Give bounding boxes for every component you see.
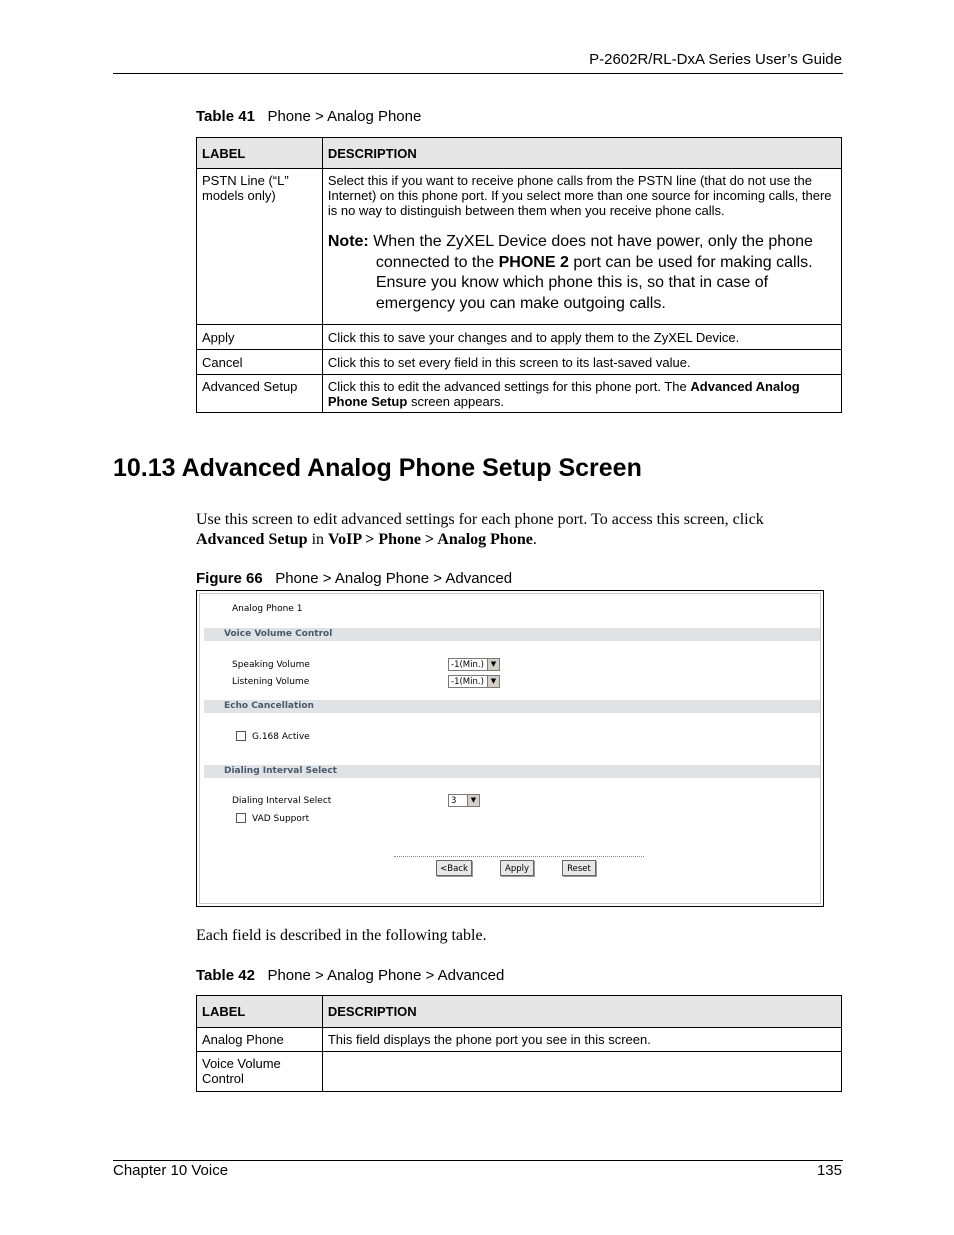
table-row — [197, 1052, 842, 1092]
table42-col-description: DESCRIPTION — [322, 996, 841, 1028]
row-label: Apply — [197, 325, 323, 350]
note-text-post: port can be used for making calls. Ensure you know which phone this is, so that in case of emergency you can make outgoing calls. — [375, 253, 813, 312]
dialing-interval-label: Dialing Interval Select — [232, 796, 332, 806]
dialing-interval-value: 3 — [451, 796, 457, 806]
speaking-volume-value: -1(Min.) — [451, 660, 484, 670]
table41-caption-text: Phone > Analog Phone — [267, 108, 422, 125]
table41-header-row — [197, 138, 842, 169]
intro-text: Use this screen to edit advanced settings for each phone port. To access this screen, click — [196, 511, 764, 528]
back-button[interactable]: <Back — [436, 860, 472, 876]
figure66-caption — [196, 570, 512, 587]
chevron-down-icon[interactable]: ▼ — [487, 676, 499, 687]
table-row — [197, 169, 842, 325]
apply-button[interactable]: Apply — [500, 860, 534, 876]
table42 — [196, 995, 842, 1092]
listening-volume-label: Listening Volume — [232, 677, 310, 687]
row-label: Analog Phone — [197, 1028, 323, 1052]
intro-in: in — [311, 531, 325, 548]
dialing-interval-band — [204, 765, 820, 778]
table41-caption — [196, 108, 421, 125]
figure66-screenshot — [196, 590, 824, 907]
note-text-bold: PHONE 2 — [498, 253, 569, 271]
port-title: Analog Phone 1 — [232, 604, 303, 614]
row-description: This field displays the phone port you see in this screen. — [322, 1028, 841, 1052]
section-title: 10.13 Advanced Analog Phone Setup Screen — [113, 454, 642, 482]
footer-page-number: 135 — [816, 1162, 842, 1179]
intro-bold-path: VoIP > Phone > Analog Phone — [328, 531, 533, 548]
desc-pre: Click this to edit the advanced settings for this phone port. The — [327, 379, 687, 394]
chevron-down-icon[interactable]: ▼ — [467, 795, 479, 806]
speaking-volume-select[interactable] — [448, 658, 500, 671]
chevron-down-icon[interactable]: ▼ — [487, 659, 499, 670]
dialing-interval-band-label: Dialing Interval Select — [224, 766, 337, 776]
table-row — [197, 1028, 842, 1052]
listening-volume-value: -1(Min.) — [451, 677, 484, 687]
table-row — [197, 375, 842, 413]
row-label: Advanced Setup — [197, 375, 323, 413]
table41-col-description: DESCRIPTION — [322, 138, 841, 169]
intro-bold-advanced-setup: Advanced Setup — [196, 531, 308, 548]
table42-col-label: LABEL — [197, 996, 323, 1028]
speaking-volume-label: Speaking Volume — [232, 660, 310, 670]
intro-paragraph — [196, 510, 836, 550]
row-description — [322, 169, 841, 325]
row-label: Voice Volume Control — [197, 1052, 323, 1092]
note-label: Note: — [327, 233, 369, 250]
g168-checkbox[interactable] — [236, 731, 246, 741]
table-row — [197, 350, 842, 375]
voice-volume-band — [204, 628, 820, 641]
figure66-caption-number: Figure 66 — [196, 570, 263, 587]
after-figure-text: Each field is described in the following table. — [196, 927, 487, 944]
table42-caption — [196, 967, 504, 984]
echo-cancellation-band-label: Echo Cancellation — [224, 701, 314, 711]
row-label: PSTN Line (“L” models only) — [197, 169, 323, 325]
row-description: Click this to save your changes and to apply them to the ZyXEL Device. — [322, 325, 841, 350]
voice-volume-band-label: Voice Volume Control — [224, 629, 333, 639]
row-description — [322, 1052, 841, 1092]
desc-post: screen appears. — [410, 394, 505, 409]
vad-label: VAD Support — [252, 814, 310, 824]
table-row — [197, 325, 842, 350]
row-description: Click this to set every field in this screen to its last-saved value. — [322, 350, 841, 375]
table41-col-label: LABEL — [197, 138, 323, 169]
table41-caption-number: Table 41 — [196, 108, 255, 125]
footer-chapter: Chapter 10 Voice — [113, 1162, 229, 1179]
footer-rule — [113, 1160, 843, 1161]
row-label: Cancel — [197, 350, 323, 375]
guide-title: P-2602R/RL-DxA Series User’s Guide — [589, 51, 842, 68]
vad-checkbox[interactable] — [236, 813, 246, 823]
figure66-caption-text: Phone > Analog Phone > Advanced — [275, 570, 513, 587]
pstn-description: Select this if you want to receive phone calls from the PSTN line (that do not use the Internet) on this phone port. If you select more than one source for incoming calls, there is no way to distinguish between them when you receive phone calls. — [327, 173, 832, 218]
g168-label: G.168 Active — [252, 732, 310, 742]
table42-caption-number: Table 42 — [196, 967, 255, 984]
desc-bold: Advanced Analog Phone Setup — [327, 379, 800, 409]
button-divider — [394, 856, 644, 857]
echo-cancellation-band — [204, 700, 820, 713]
table41 — [196, 137, 842, 413]
note-block — [328, 232, 836, 316]
dialing-interval-select[interactable] — [448, 794, 480, 807]
table42-header-row — [197, 996, 842, 1028]
note-text-pre: When the ZyXEL Device does not have power, only the phone connected to the — [373, 233, 813, 271]
header-rule — [113, 73, 843, 74]
screenshot-panel — [199, 593, 821, 904]
row-description — [322, 375, 841, 413]
listening-volume-select[interactable] — [448, 675, 500, 688]
intro-end: . — [532, 531, 537, 548]
table42-caption-text: Phone > Analog Phone > Advanced — [267, 967, 505, 984]
reset-button[interactable]: Reset — [562, 860, 596, 876]
